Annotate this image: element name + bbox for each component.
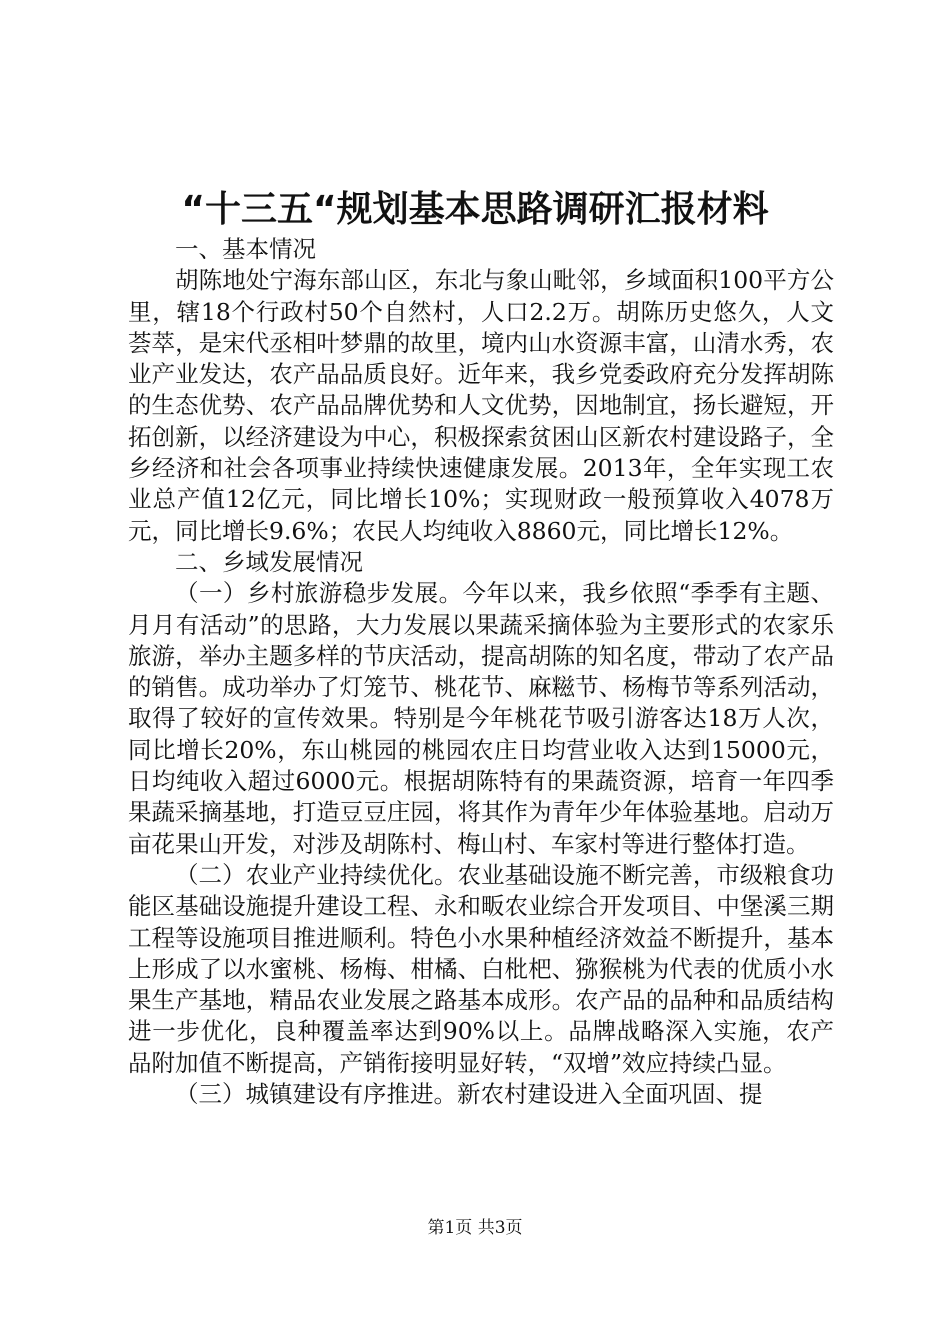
page-footer: 第1页 共3页 [427,1218,523,1238]
paragraph-agriculture: （二）农业产业持续优化。农业基础设施不断完善，市级粮食功能区基础设施提升建设工程、永和畈农业综合开发项目、中堡溪三期工程等设施项目推进顺利。特色小水果种植经济效益不断提升，基本上形成了以水蜜桃、杨梅、柑橘、白枇杷、猕猴桃为代表的优质小水果生产基地，精品农业发展之路基本成形。农产品的品种和品质结构进一步优化，良种覆盖率达到90%以上。品牌战略深入实施，农产品附加值不断提高，产销衔接明显好转，“双增”效应持续凸显。 [128,860,834,1077]
paragraph-town-construction: （三）城镇建设有序推进。新农村建设进入全面巩固、提 [175,1080,763,1109]
document-body [128,234,834,1110]
section-heading-basic: 一、基本情况 [175,235,316,263]
section-heading-development: 二、乡域发展情况 [175,547,363,576]
paragraph-basic-situation: 胡陈地处宁海东部山区，东北与象山毗邻，乡域面积100平方公里，辖18个行政村50个自然村，人口2.2万。胡陈历史悠久，人文荟萃，是宋代丞相叶梦鼎的故里，境内山水资源丰富，山清水秀，农业产业发达，农产品品质良好。近年来，我乡党委政府充分发挥胡陈的生态优势、农产品品牌优势和人文优势，因地制宜，扬长避短，开拓创新，以经济建设为中心，积极探索贫困山区新农村建设路子，全乡经济和社会各项事业持续快速健康发展。2013年，全年实现工农业总产值12亿元，同比增长10%；实现财政一般预算收入4078万元，同比增长9.6%；农民人均纯收入8860元，同比增长12%。 [128,266,834,545]
document-title: “十三五“规划基本思路调研汇报材料 [181,189,769,230]
paragraph-rural-tourism: （一）乡村旅游稳步发展。今年以来，我乡依照“季季有主题、月月有活动”的思路，大力发展以果蔬采摘体验为主要形式的农家乐旅游，举办主题多样的节庆活动，提高胡陈的知名度，带动了农产品的销售。成功举办了灯笼节、桃花节、麻糍节、杨梅节等系列活动，取得了较好的宣传效果。特别是今年桃花节吸引游客达18万人次，同比增长20%，东山桃园的桃园农庄日均营业收入达到15000元，日均纯收入超过6000元。根据胡陈特有的果蔬资源，培育一年四季果蔬采摘基地，打造豆豆庄园，将其作为青年少年体验基地。启动万亩花果山开发，对涉及胡陈村、梅山村、车家村等进行整体打造。 [128,579,834,858]
